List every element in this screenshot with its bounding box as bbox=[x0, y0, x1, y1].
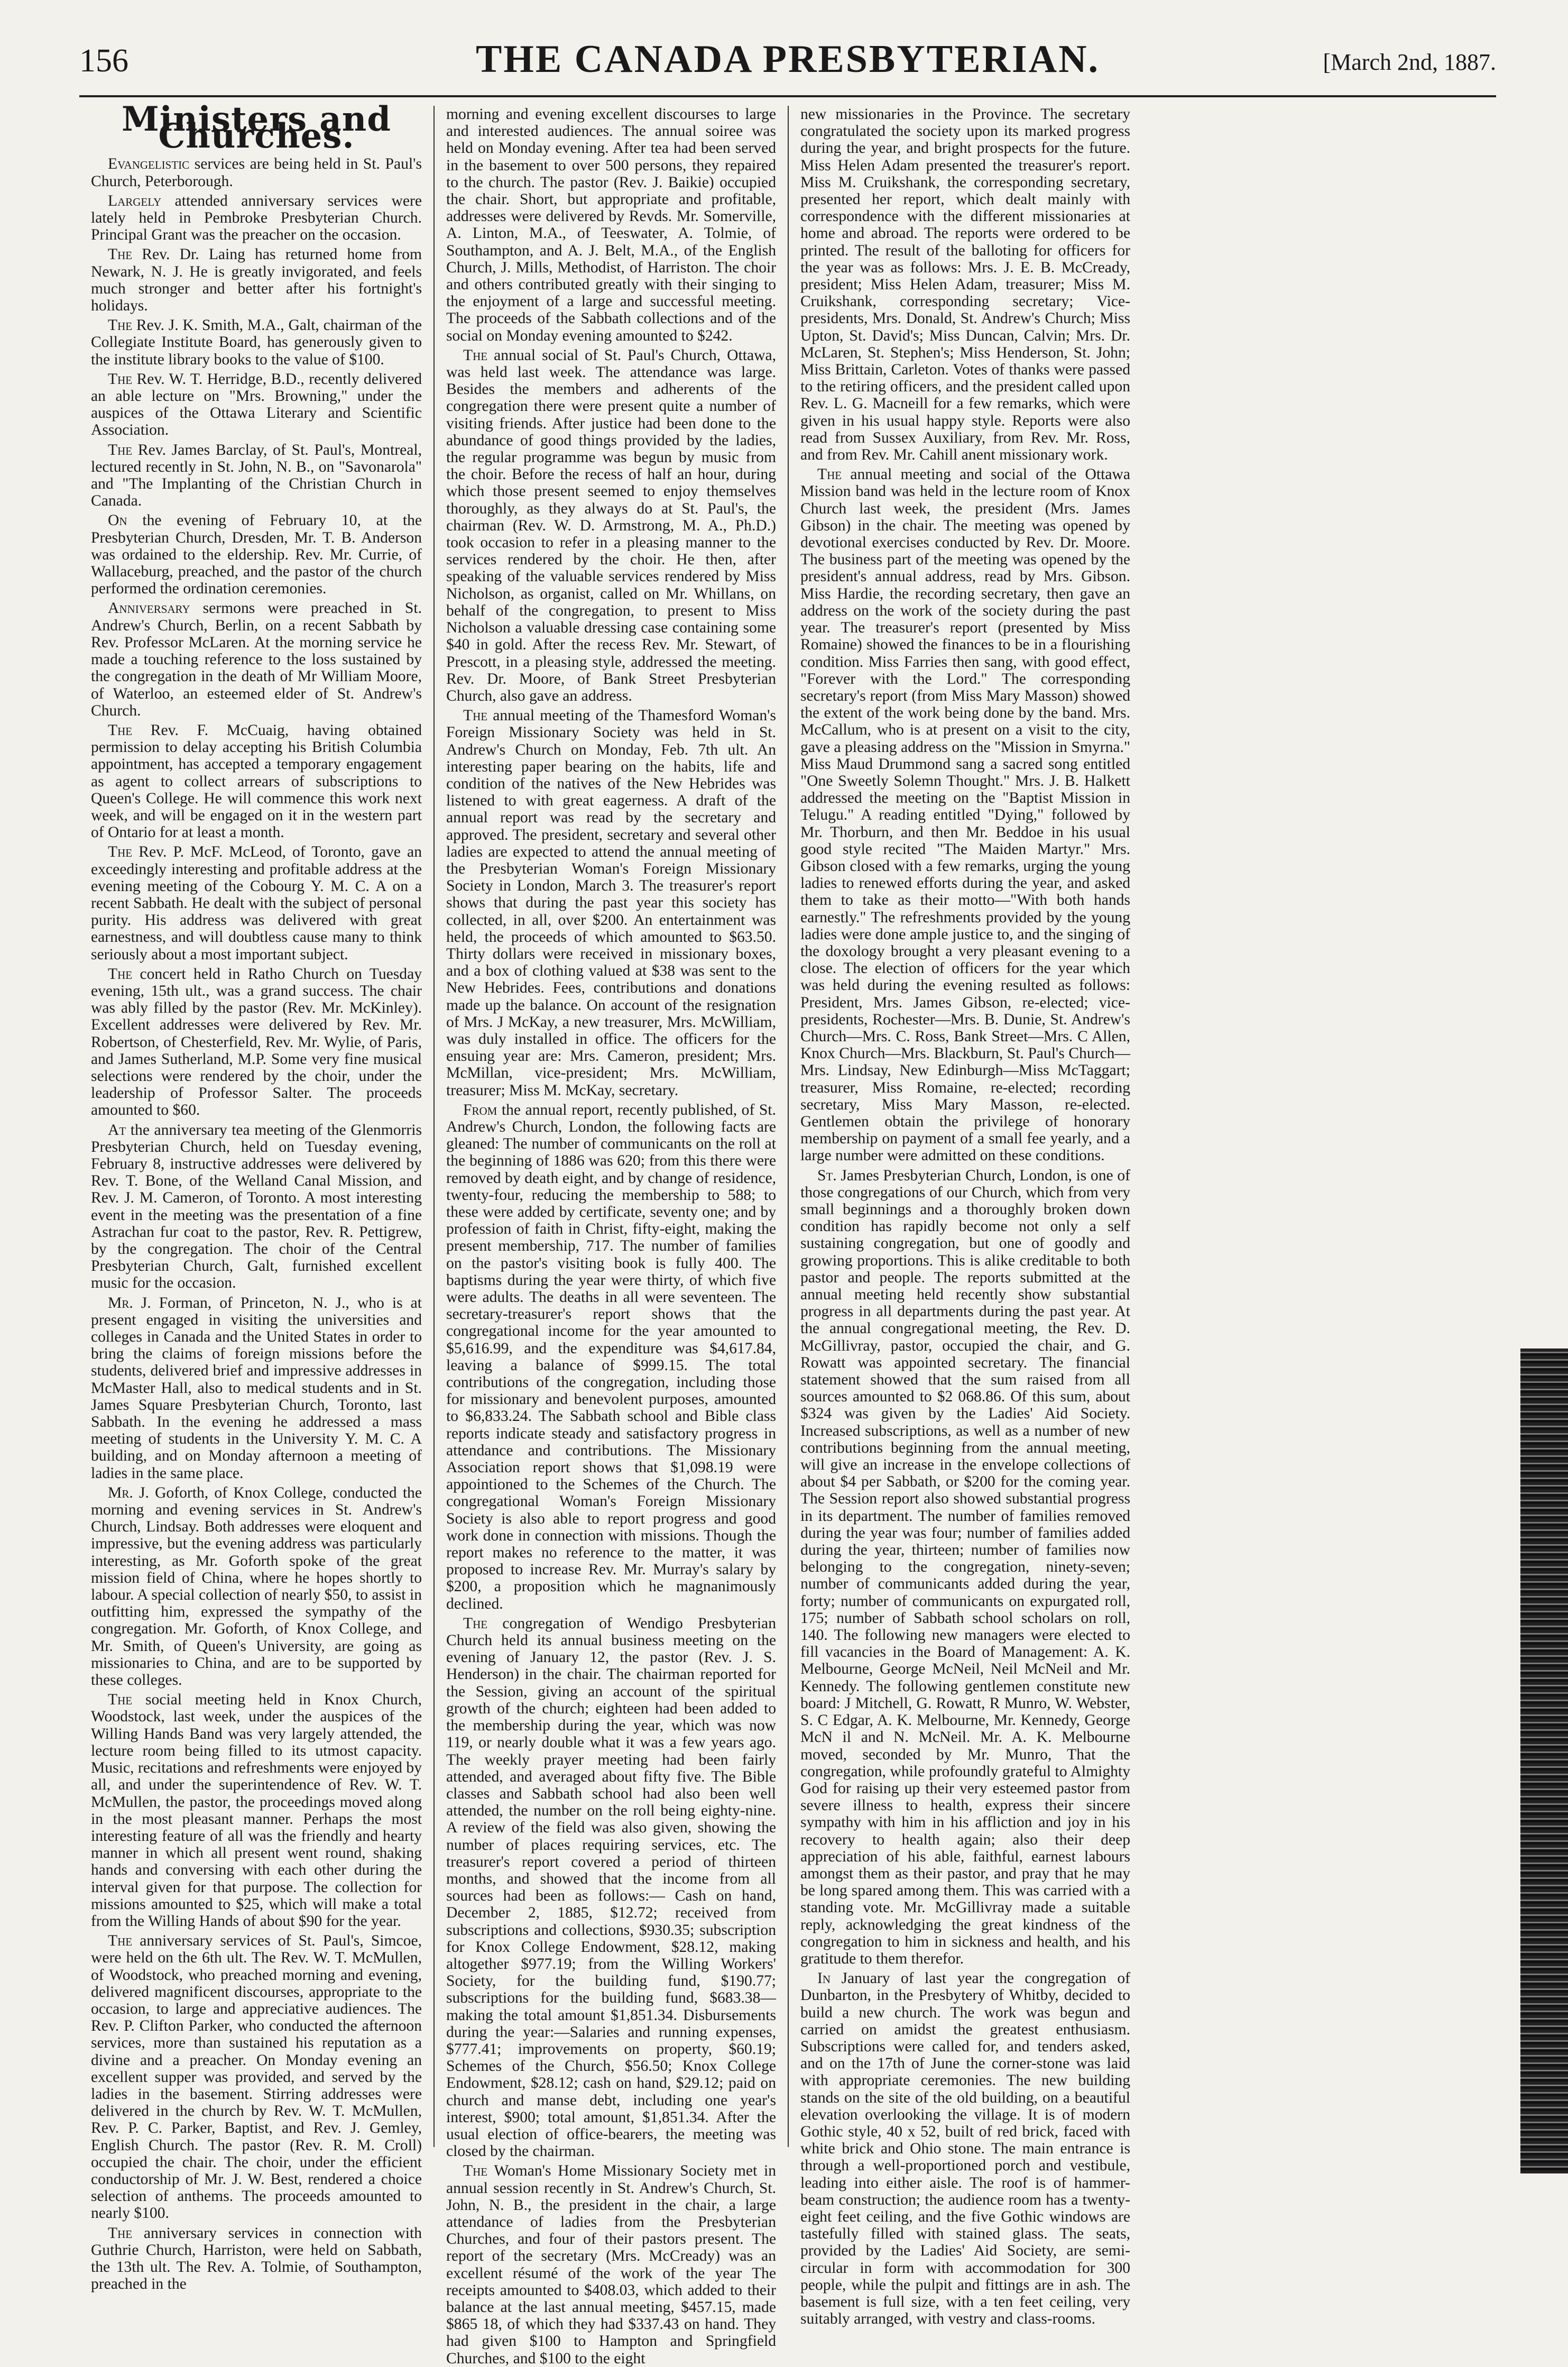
news-item bbox=[91, 966, 422, 1119]
news-item bbox=[446, 106, 776, 344]
news-item-lead: Evangelistic bbox=[108, 155, 190, 173]
news-item-text: social meeting held in Knox Church, Woodstock, last week, under the auspices of the Willing Hands Band was very largely attended, the lecture room being filled to its utmost capacity. Music, recitations and refreshments were enjoyed by all, and under the superintendence of Rev. W. T. McMullen, the pastor, the proceedings moved along in the most pleasant manner. Perhaps the most interesting feature of all was the friendly and hearty manner in which all present went round, shaking hands and conversing with each other during the interval given for that purpose. The collection for missions amounted to $25, which will make a total from the Willing Hands of about $90 for the year. bbox=[91, 1691, 422, 1930]
news-item-lead: The bbox=[108, 843, 133, 861]
news-item-text: annual meeting and social of the Ottawa Mission band was held in the lecture room of Knox Church last week, the president (Mrs. James Gibson) in the chair. The meeting was opened by devotional exercises conducted by Rev. Dr. Moore. The business part of the meeting was opened by the president's annual address, read by Mrs. Gibson. Miss Hardie, the recording secretary, then gave an address on the work of the society during the past year. The treasurer's report (presented by Miss Romaine) showed the finances to be in a flourishing condition. Miss Farries then sang, with good effect, "Forever with the Lord." The corresponding secretary's report (from Miss Mary Masson) showed the extent of the work being done by the band. Mrs. McCallum, who is at present on a visit to the city, gave a pleasing address on the "Mission in Smyrna." Miss Maud Drummond sang a sacred song entitled "One Sweetly Solemn Thought." Mrs. J. B. Halkett addressed the meeting on the "Baptist Mission in Telugu." A reading entitled "Dying," followed by Mr. Thorburn, and then Mr. Beddoe in his usual good style recited "The Maiden Martyr." Mrs. Gibson closed with a few remarks, urging the young ladies to renewed efforts during the year, and asked them to take as their motto—"With both hands earnestly." The refreshments provided by the young ladies were done ample justice to, and the singing of the doxology brought a very pleasant evening to a close. The election of officers for the year which was held during the evening resulted as follows: President, Mrs. James Gibson, re-elected; vice-presidents, Rochester—Mrs. B. Dunie, St. Andrew's Church—Mrs. C. Ross, Bank Street—Mrs. C Allen, Knox Church—Mrs. Blackburn, St. Paul's Church—Mrs. Lindsay, New Edinburgh—Miss McTaggart; treasurer, Miss Romaine, re-elected; recording secretary, Miss Mary Masson, re-elected. Gentlemen obtain the privilege of honorary membership on payment of a small fee yearly, and a large number were admitted on these conditions. bbox=[800, 466, 1130, 1164]
news-item-text: anniversary services in connection with Guthrie Church, Harriston, were held on Sabbath, the 13th ult. The Rev. A. Tolmie, of Southampton, preached in the bbox=[91, 2224, 422, 2293]
page-header bbox=[79, 37, 1496, 95]
section-title: Ministers and Churches. bbox=[121, 99, 392, 157]
news-item-text: J. Goforth, of Knox College, conducted the morning and evening services in St. Andrew's Church, Lindsay. Both addresses were eloquent and impressive, but the evening address was particularly interesting, as Mr. Goforth spoke of the great mission field of China, where he hopes shortly to labour. A special collection of nearly $50, to assist in outfitting him, expressed the sympathy of the congregation. Mr. Goforth, of Knox College, and Mr. Smith, of Queen's University, are going as missionaries to China, and are to be supported by these colleges. bbox=[91, 1484, 422, 1689]
scanned-page-edge bbox=[1520, 1348, 1568, 2173]
column-3 bbox=[788, 106, 1142, 2328]
article-columns bbox=[79, 99, 1496, 2367]
news-item-lead: St. bbox=[817, 1167, 837, 1184]
news-item-text: the anniversary tea meeting of the Glenmorris Presbyterian Church, held on Tuesday evening, February 8, instructive addresses were delivered by Rev. T. Bone, of the Welland Canal Mission, and Rev. J. M. Cameron, of Toronto. A most interesting event in the meeting was the presentation of a fine Astrachan fur coat to the pastor, Rev. R. Pettigrew, by the congregation. The choir of the Central Presbyterian Church, Galt, furnished excellent music for the occasion. bbox=[91, 1121, 422, 1292]
news-item-text: Rev. P. McF. McLeod, of Toronto, gave an exceedingly interesting and profitable address at the evening meeting of the Cobourg Y. M. C. A on a recent Sabbath. He dealt with the subject of personal purity. His address was delivered with great earnestness, and will doubtless cause many to think seriously about a most important subject. bbox=[91, 843, 422, 963]
news-item bbox=[91, 1122, 422, 1292]
news-item-text: sermons were preached in St. Andrew's Church, Berlin, on a recent Sabbath by Rev. Professor McLaren. At the morning service he made a touching reference to the loss sustained by the congregation in the death of Mr William Moore, of Waterloo, an esteemed elder of St. Andrew's Church. bbox=[91, 600, 422, 719]
news-item bbox=[800, 1970, 1130, 2327]
news-item-text: the evening of February 10, at the Presbyterian Church, Dresden, Mr. T. B. Anderson was ordained to the eldership. Rev. Mr. Currie, of Wallaceburg, preached, and the pastor of the church performed the ordination ceremonies. bbox=[91, 512, 422, 598]
news-item-text: anniversary services of St. Paul's, Simcoe, were held on the 6th ult. The Rev. W. T. McMullen, of Woodstock, who preached morning and evening, delivered magnificent discourses, appropriate to the occasion, to large and appreciative audiences. The Rev. P. Clifton Parker, who conducted the afternoon services, more than sustained his reputation as a divine and a preacher. On Monday evening an excellent supper was provided, and served by the ladies in the basement. Stirring addresses were delivered in the church by Rev. W. T. McMullen, Rev. P. C. Parker, Baptist, and Rev. J. Gemley, English Church. The pastor (Rev. R. M. Croll) occupied the chair. The choir, under the efficient conductorship of Mr. J. W. Best, rendered a choice selection of anthems. The proceeds amounted to nearly $100. bbox=[91, 1932, 422, 2222]
news-item-lead: Mr. bbox=[108, 1294, 133, 1311]
news-item-text: concert held in Ratho Church on Tuesday evening, 15th ult., was a grand success. The chair was ably filled by the pastor (Rev. Mr. McKinley). Excellent addresses were delivered by Rev. Mr. Robertson, of Chesterfield, Rev. Mr. Wylie, of Paris, and James Sutherland, M.P. Some very fine musical selections were rendered by the choir, under the leadership of Professor Salter. The proceeds amounted to $60. bbox=[91, 965, 422, 1119]
news-item bbox=[91, 155, 422, 189]
header-rule bbox=[79, 95, 1496, 97]
news-item-text: services are being held in St. Paul's Church, Peterborough. bbox=[91, 155, 422, 190]
news-item bbox=[446, 707, 776, 1099]
news-item bbox=[91, 1484, 422, 1689]
news-item-text: annual meeting of the Thamesford Woman's Foreign Missionary Society was held in St. Andrew's Church on Monday, Feb. 7th ult. An interesting paper bearing on the habits, life and condition of the natives of the New Hebrides was listened to with great eagerness. A draft of the annual report was read by the secretary and approved. The president, secretary and several other ladies are expected to attend the annual meeting of the Presbyterian Woman's Foreign Missionary Society in London, March 3. The treasurer's report shows that during the past year this society has collected, in all, over $200. An entertainment was held, the proceeds of which amounted to $63.50. Thirty dollars were received in missionary boxes, and a box of clothing valued at $38 was sent to the New Hebrides. Fees, contributions and donations made up the balance. On account of the resignation of Mrs. J McKay, a new treasurer, Mrs. McWilliam, was duly installed in office. The officers for the ensuing year are: Mrs. Cameron, president; Mrs. McMillan, vice-president; Mrs. McWilliam, treasurer; Miss M. McKay, secretary. bbox=[446, 707, 776, 1099]
news-item bbox=[91, 1691, 422, 1930]
news-item-lead: At bbox=[108, 1121, 126, 1139]
news-item-text: Rev. J. K. Smith, M.A., Galt, chairman of the Collegiate Institute Board, has generously given to the institute library books to the value of $100. bbox=[91, 317, 422, 368]
news-item-text: Woman's Home Missionary Society met in annual session recently in St. Andrew's Church, St. John, N. B., the president in the chair, a large attendance of ladies from the Presbyterian Churches, and four of their pastors present. The report of the secretary (Mrs. McCready) was an excellent résumé of the work of the year The receipts amounted to $408.03, which added to their balance at the last annual meeting, $457.15, made $865 18, of which they had $337.43 on hand. They had given $100 to Hampton and Springfield Churches, and $100 to the eight bbox=[446, 2162, 776, 2367]
news-item-lead: The bbox=[108, 370, 133, 388]
news-item-lead: Anniversary bbox=[108, 600, 190, 617]
news-item bbox=[91, 512, 422, 597]
news-item bbox=[91, 722, 422, 841]
news-item-lead: On bbox=[108, 512, 127, 529]
column-1 bbox=[79, 99, 433, 2293]
news-item bbox=[800, 1167, 1130, 1968]
news-item-text: J. Forman, of Princeton, N. J., who is at present engaged in visiting the universities and colleges in Canada and the United States in order to bring the claims of foreign missions before the students, delivered brief and impressive addresses in McMaster Hall, also to medical students and in St. James Square Presbyterian Church, Toronto, last Sabbath. In the evening he addressed a mass meeting of students in the University Y. M. C. A building, and on Monday afternoon a meeting of ladies in the same place. bbox=[91, 1294, 422, 1482]
news-item-lead: The bbox=[108, 1932, 133, 1950]
news-item bbox=[446, 2162, 776, 2366]
news-item-lead: The bbox=[108, 246, 133, 263]
newspaper-page bbox=[79, 37, 1496, 2367]
news-item bbox=[91, 442, 422, 510]
news-item bbox=[91, 843, 422, 962]
news-item-lead: The bbox=[108, 1691, 133, 1709]
news-item bbox=[91, 371, 422, 439]
news-item-text: congregation of Wendigo Presbyterian Church held its annual business meeting on the evening of January 12, the pastor (Rev. J. S. Henderson) in the chair. The chairman reported for the Session, giving an account of the spiritual growth of the church; eighteen had been added to the membership during the year, which was now 119, or nearly double what it was a few years ago. The weekly prayer meeting had been fairly attended, and averaged about fifty five. The Bible classes and Sabbath school had also been well attended, the number on the roll being eighty-nine. A review of the field was also given, showing the number of places requiring services, etc. The treasurer's report covered a period of thirteen months, and showed that the income from all sources had been as follows:— Cash on hand, December 2, 1885, $12.72; received from subscriptions and collections, $930.35; subscription for Knox College Endowment, $28.12, making altogether $977.19; from the Willing Workers' Society, for the building fund, $190.77; subscriptions for the building fund, $683.38—making the total amount $1,851.34. Disbursements during the year:—Salaries and running expenses, $777.41; improvements on property, $60.19; Schemes of the Church, $56.50; Knox College Endowment, $28.12; cash on hand, $29.12; paid on church and manse debt, including one year's interest, $900; total amount, $1,851.34. After the usual election of office-bearers, the meeting was closed by the chairman. bbox=[446, 1614, 776, 2160]
news-item-lead: The bbox=[108, 965, 133, 983]
news-item-text: morning and evening excellent discourses to large and interested audiences. The annual soiree was held on Monday evening. After tea had been served in the basement to over 500 persons, they repaired to the church. The pastor (Rev. J. Baikie) occupied the chair. Short, but appropriate and profitable, addresses were delivered by Revds. Mr. Somerville, A. Linton, M.A., of Teeswater, A. Tolmie, of Southampton, and A. J. Belt, M.A., of the English Church, J. Mills, Methodist, of Harriston. The choir and others contributed greatly with their singing to the enjoyment of a large and successful meeting. The proceeds of the Sabbath collections and of the social on Monday evening amounted to $242. bbox=[446, 106, 776, 344]
page-number: 156 bbox=[79, 43, 128, 79]
news-item bbox=[91, 246, 422, 314]
news-item-lead: The bbox=[463, 707, 488, 724]
news-item-text: Rev. F. McCuaig, having obtained permission to delay accepting his British Columbia appointment, has accepted a temporary engagement as agent to collect arrears of subscriptions to Queen's College. He will commence this work next week, and will be engaged on it in the western part of Ontario for at least a month. bbox=[91, 721, 422, 841]
news-item bbox=[800, 106, 1130, 463]
news-item-lead: The bbox=[108, 441, 133, 458]
news-item-text: new missionaries in the Province. The secretary congratulated the society upon its marked progress during the year, and bright prospects for the future. Miss Helen Adam presented the treasurer's report. Miss M. Cruikshank, the corresponding secretary, presented her report, which dealt mainly with correspondence with the different missionaries at home and abroad. The reports were ordered to be printed. The result of the balloting for officers for the year was as follows: Mrs. J. E. B. McCready, president; Miss Helen Adam, treasurer; Miss M. Cruikshank, corresponding secretary; Vice-presidents, Mrs. Donald, St. Andrew's Church; Miss Upton, St. David's; Miss Duncan, Calvin; Mrs. Dr. McLaren, St. Stephen's; Miss Henderson, St. John; Miss Brittain, Carleton. Votes of thanks were passed to the retiring officers, and the president called upon Rev. L. G. Macneill for a few remarks, which were given in his usual happy style. Reports were also read from Sussex Auxiliary, from Rev. Mr. Ross, and from Rev. Mr. Cahill anent missionary work. bbox=[800, 106, 1130, 464]
news-item-text: Rev. James Barclay, of St. Paul's, Montreal, lectured recently in St. John, N. B., on "Savonarola" and "The Implanting of the Christian Church in Canada. bbox=[91, 441, 422, 510]
news-item-lead: The bbox=[463, 346, 488, 364]
news-item bbox=[446, 347, 776, 704]
news-item bbox=[91, 192, 422, 244]
news-item-lead: In bbox=[817, 1970, 831, 1987]
news-item-text: Rev. W. T. Herridge, B.D., recently delivered an able lecture on "Mrs. Browning," under the auspices of the Ottawa Literary and Scientific Association. bbox=[91, 370, 422, 439]
news-item bbox=[800, 466, 1130, 1164]
news-item-lead: The bbox=[817, 466, 842, 483]
news-item bbox=[446, 1102, 776, 1612]
news-item-text: the annual report, recently published, of St. Andrew's Church, London, the following facts are gleaned: The number of communicants on the roll at the beginning of 1886 was 620; from this there were removed by death eight, and by change of residence, twenty-four, reducing the membership to 588; to these were added by certificate, seventy one; and by profession of faith in Christ, fifty-eight, making the present membership, 717. The number of families on the pastor's visiting book is fully 400. The baptisms during the year were thirty, of which five were adults. The deaths in all were seventeen. The secretary-treasurer's report shows that the congregational income for the year amounted to $5,616.99, and the expenditure was $4,617.84, leaving a balance of $999.15. The total contributions of the congregation, including those for missionary and benevolent purposes, amounted to $6,833.24. The Sabbath school and Bible class reports indicate steady and satisfactory progress in attendance and contributions. The Missionary Association report shows that $1,098.19 were appointioned to the Schemes of the Church. The congregational Woman's Foreign Missionary Society is also able to report progress and good work done in connection with missions. Though the report makes no reference to the matter, it was proposed to increase Rev. Mr. Murray's salary by $200, a proposition which he magnanimously declined. bbox=[446, 1101, 776, 1612]
news-item-lead: From bbox=[463, 1101, 497, 1118]
news-item-text: James Presbyterian Church, London, is one of those congregations of our Church, which from very small beginnings and a thoroughly broken down condition has rapidly become not only a self sustaining congregation, but one of goodly and growing proportions. This is alike creditable to both pastor and people. The reports submitted at the annual meeting held recently show substantial progress in all departments during the past year. At the annual congregational meeting, the Rev. D. McGillivray, pastor, occupied the chair, and G. Rowatt was appointed secretary. The financial statement showed that the sum raised from all sources amounted to $2 068.86. Of this sum, about $324 was given by the Ladies' Aid Society. Increased subscriptions, as well as a number of new contributions beginning from the annual meeting, will give an increase in the envelope collections of about $4 per Sabbath, or $200 for the coming year. The Session report also showed substantial progress in its department. The number of families removed during the year was four; number of families added during the year, thirteen; number of families now belonging to the congregation, ninety-seven; number of communicants added during the year, forty; number of communicants on expurgated roll, 175; number of Sabbath school scholars on roll, 140. The following new managers were elected to fill vacancies in the Board of Management: A. K. Melbourne, George McNeil, Neil McNeil and Mr. Kennedy. The following gentlemen constitute new board: J Mitchell, G. Rowatt, R Munro, W. Webster, S. C Edgar, A. K. Melbourne, Mr. Kennedy, George McN il and N. McNeil. Mr. A. K. Melbourne moved, seconded by Mr. Munro, That the congregation, while profoundly grateful to Almighty God for raising up their very esteemed pastor from severe illness to health, express their sincere sympathy with him in his affliction and joy in his recovery to health again; also their deep appreciation of his able, faithful, earnest labours amongst them as their pastor, and pray that he may be long spared among them. This was carried with a standing vote. Mr. McGillivray made a suitable reply, acknowledging the great kindness of the congregation to him in sickness and health, and his gratitude to them therefor. bbox=[800, 1167, 1130, 1967]
news-item-text: annual social of St. Paul's Church, Ottawa, was held last week. The attendance was large. Besides the members and adherents of the congregation there were present quite a number of visiting friends. After justice had been done to the abundance of good things provided by the ladies, the regular programme was begun by music from the choir. Before the recess of half an hour, during which those present seemed to enjoy themselves thoroughly, as they always do at St. Paul's, the chairman (Rev. W. D. Armstrong, M. A., Ph.D.) took occasion to refer in a pleasing manner to the services rendered by the choir. He then, after speaking of the valuable services rendered by Miss Nicholson, as organist, called on Mr. Whillans, on behalf of the congregation, to present to Miss Nicholson a valuable dressing case containing some $40 in gold. After the recess Rev. Mr. Stewart, of Prescott, in a pleasing style, addressed the meeting. Rev. Dr. Moore, of Bank Street Presbyterian Church, also gave an address. bbox=[446, 346, 776, 704]
news-item-text: Rev. Dr. Laing has returned home from Newark, N. J. He is greatly invigorated, and feels much stronger and better after his fortnight's holidays. bbox=[91, 246, 422, 315]
news-item bbox=[91, 600, 422, 719]
news-item-text: January of last year the congregation of Dunbarton, in the Presbytery of Whitby, decided to build a new church. The work was begun and carried on amidst the greatest enthusiasm. Subscriptions were called for, and tenders asked, and on the 17th of June the corner-stone was laid with appropriate ceremonies. The new building stands on the site of the old building, on a beautiful elevation overlooking the village. It is of modern Gothic style, 40 x 52, built of red brick, faced with white brick and Ohio stone. The main entrance is through a well-proportioned porch and vestibule, leading into either aisle. The roof is of hammer-beam construction; the audience room has a twenty-eight feet ceiling, and the five Gothic windows are tastefully filled with stained glass. The seats, provided by the Ladies' Aid Society, are semi-circular in form with accommodation for 300 people, while the pulpit and fittings are in ash. The basement is full size, with a ten feet ceiling, very suitably arranged, with vestry and class-rooms. bbox=[800, 1970, 1130, 2328]
news-item-lead: Largely bbox=[108, 192, 162, 209]
news-item-lead: Mr. bbox=[108, 1484, 133, 1501]
news-item-lead: The bbox=[463, 1614, 488, 1632]
news-item bbox=[91, 2225, 422, 2293]
issue-date: [March 2nd, 1887. bbox=[1323, 49, 1496, 75]
newspaper-title: THE CANADA PRESBYTERIAN. bbox=[475, 38, 1100, 81]
news-item-lead: The bbox=[108, 721, 133, 739]
news-item bbox=[91, 1295, 422, 1482]
news-item-text: attended anniversary services were lately held in Pembroke Presbyterian Church. Principal Grant was the preacher on the occasion. bbox=[91, 192, 422, 244]
news-item bbox=[446, 1615, 776, 2160]
news-item bbox=[91, 317, 422, 368]
column-2 bbox=[433, 106, 788, 2367]
news-item bbox=[91, 1932, 422, 2222]
news-item-lead: The bbox=[108, 317, 133, 334]
news-item-lead: The bbox=[108, 2224, 133, 2242]
news-item-lead: The bbox=[463, 2162, 488, 2180]
